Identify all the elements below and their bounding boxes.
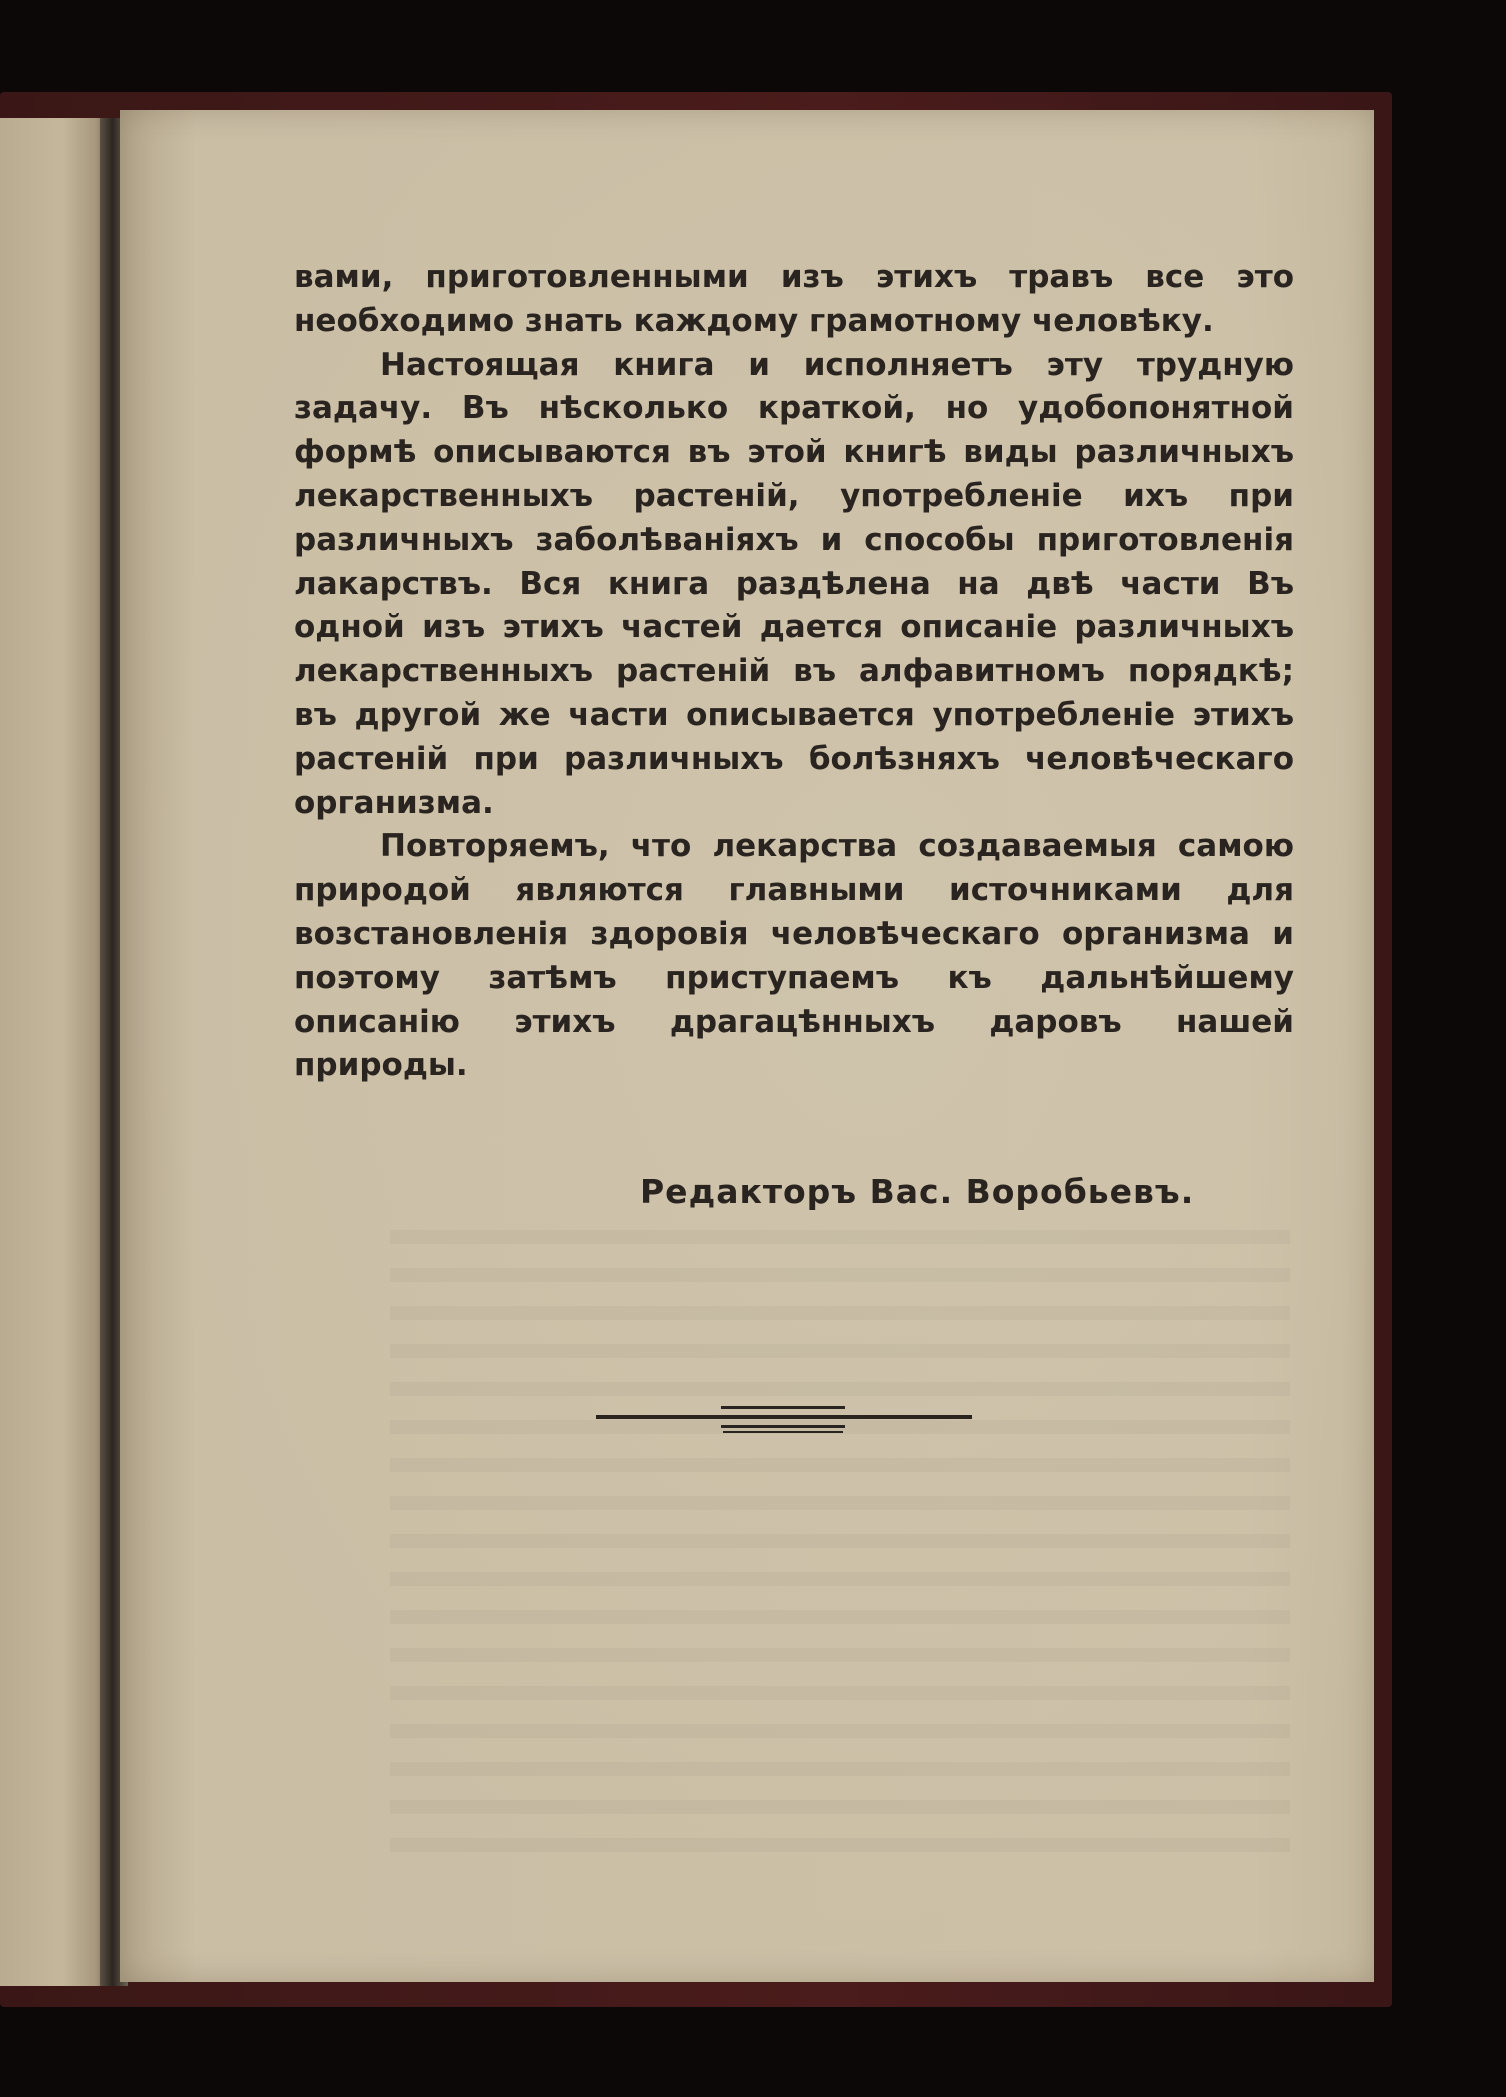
bleed-through-texture [390, 1230, 1290, 1870]
ornament-line-bottom-2 [723, 1431, 843, 1433]
paragraph-3: Повторяемъ, что лекарства создаваемыя самою природой являются главными источниками для возстановленiя здоровiя человѣческаго организма и поэтому затѣмъ приступаемъ къ дальнѣйшему описанiю этихъ драгацѣнныхъ даровъ нашей природы. [294, 828, 1294, 1084]
ornamental-rule [596, 1404, 972, 1434]
paragraph-1: вами, приготовленными изъ этихъ травъ все это необходимо знать каждому грамотному человѣку. [294, 259, 1294, 339]
body-text [294, 256, 1294, 1088]
left-page-edge [0, 118, 112, 1986]
paragraph-2: Настоящая книга и исполняетъ эту трудную задачу. Въ нѣсколько краткой, но удобопонятной формѣ описываются въ этой книгѣ виды различныхъ лекарственныхъ растенiй, употребленiе ихъ при различныхъ заболѣванiяхъ и способы приготовленiя лакарствъ. Вся книга раздѣлена на двѣ части Въ одной изъ этихъ частей дается описанiе различныхъ лекарственныхъ растенiй въ алфавитномъ порядкѣ; въ другой же части описывается употребленiе этихъ растенiй при различныхъ болѣзняхъ человѣческаго организма. [294, 346, 1294, 821]
editor-signature: Редакторъ Вас. Воробьевъ. [640, 1172, 1195, 1211]
ornament-line-top [721, 1406, 845, 1409]
ornament-line-main [596, 1415, 972, 1419]
right-page [120, 110, 1374, 1982]
ornament-line-bottom [721, 1425, 845, 1428]
